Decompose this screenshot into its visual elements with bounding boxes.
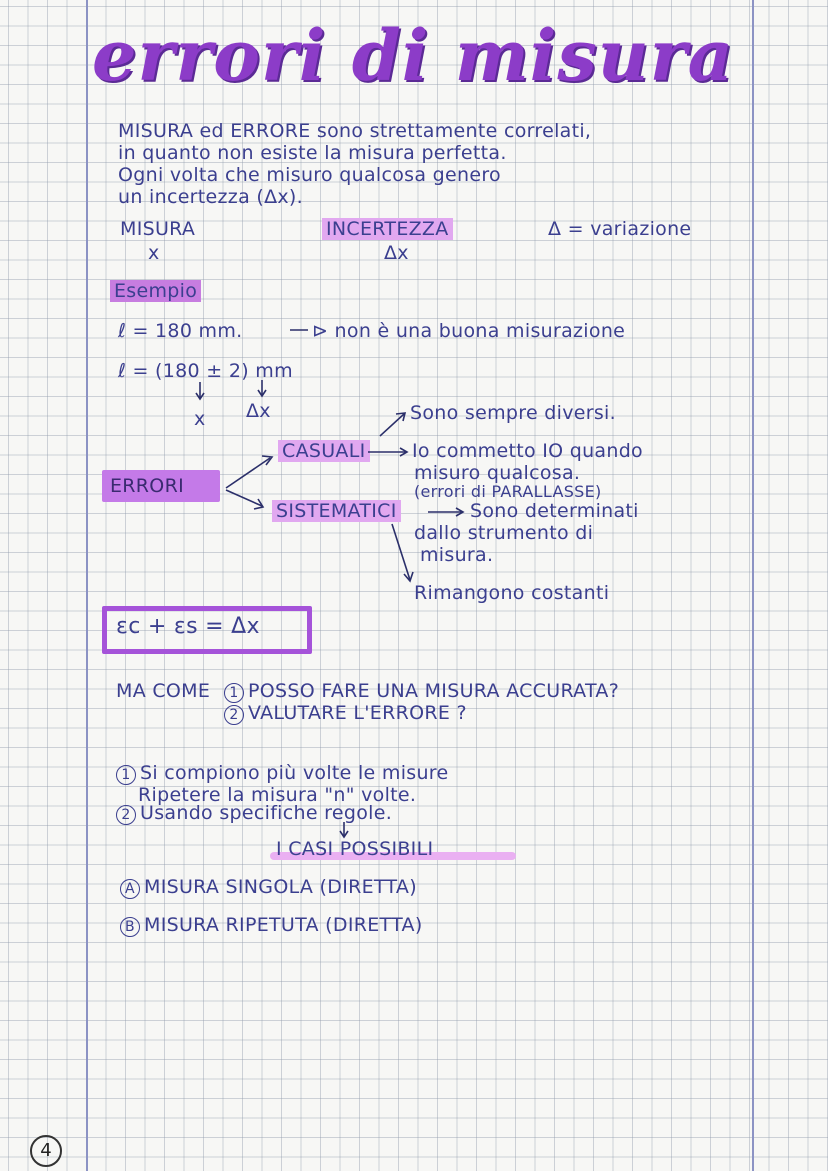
page-title: errori di misura xyxy=(92,14,734,97)
page-number: 4 xyxy=(30,1135,62,1167)
sistematici-desc-1: Sono determinati xyxy=(470,500,639,522)
circled-number-2: 2 xyxy=(224,705,244,725)
risposta-1a: 1 Si compiono più volte le misure xyxy=(116,762,449,785)
intro-line-3: Ogni volta che misuro qualcosa genero xyxy=(118,164,501,186)
circled-number-2: 2 xyxy=(116,805,136,825)
sistematici-desc-3: misura. xyxy=(420,544,494,566)
casuali-label: CASUALI xyxy=(278,440,370,462)
incertezza-label: INCERTEZZA xyxy=(322,218,453,240)
risposta-1b: Ripetere la misura "n" volte. xyxy=(138,784,417,806)
intro-line-2: in quanto non esiste la misura perfetta. xyxy=(118,142,507,164)
esempio-x: x xyxy=(194,408,206,430)
casuali-desc-2: misuro qualcosa. xyxy=(414,462,581,484)
misura-label: MISURA xyxy=(120,218,196,240)
circled-letter-b: B xyxy=(120,917,140,937)
esempio-line-1-note: ⊳ non è una buona misurazione xyxy=(312,320,626,342)
risposta-2: 2 Usando specifiche regole. xyxy=(116,802,392,825)
circled-number-1: 1 xyxy=(116,765,136,785)
esempio-label: Esempio xyxy=(110,280,201,302)
domanda-prefix: MA COME xyxy=(116,680,211,702)
formula: εc + εs = Δx xyxy=(116,614,260,639)
circled-number-1: 1 xyxy=(224,683,244,703)
sistematici-label: SISTEMATICI xyxy=(272,500,401,522)
sistematici-desc-2: dallo strumento di xyxy=(414,522,594,544)
casuali-desc-3: (errori di PARALLASSE) xyxy=(414,482,602,501)
delta-definition: Δ = variazione xyxy=(548,218,692,240)
casuali-desc-1: Io commetto IO quando xyxy=(412,440,643,462)
esempio-line-1: ℓ = 180 mm. xyxy=(118,320,243,342)
casi-label: I CASI POSSIBILI xyxy=(276,838,434,860)
intro-line-4: un incertezza (Δx). xyxy=(118,186,303,208)
intro-line-1: MISURA ed ERRORE sono strettamente correlati, xyxy=(118,120,592,142)
circled-letter-a: A xyxy=(120,879,140,899)
misura-symbol: x xyxy=(148,242,160,264)
domanda-q2: 2 VALUTARE L'ERRORE ? xyxy=(224,702,467,725)
casuali-top-note: Sono sempre diversi. xyxy=(410,402,616,424)
caso-a: A MISURA SINGOLA (DIRETTA) xyxy=(120,876,417,899)
esempio-line-2: ℓ = (180 ± 2) mm xyxy=(118,360,293,382)
sistematici-bottom-note: Rimangono costanti xyxy=(414,582,610,604)
caso-b: B MISURA RIPETUTA (DIRETTA) xyxy=(120,914,423,937)
incertezza-symbol: Δx xyxy=(384,242,409,264)
domanda-q1: 1 POSSO FARE UNA MISURA ACCURATA? xyxy=(224,680,619,703)
left-margin-line xyxy=(86,0,88,1171)
esempio-dx: Δx xyxy=(246,400,271,422)
errori-label: ERRORI xyxy=(110,475,184,497)
right-margin-line xyxy=(752,0,754,1171)
